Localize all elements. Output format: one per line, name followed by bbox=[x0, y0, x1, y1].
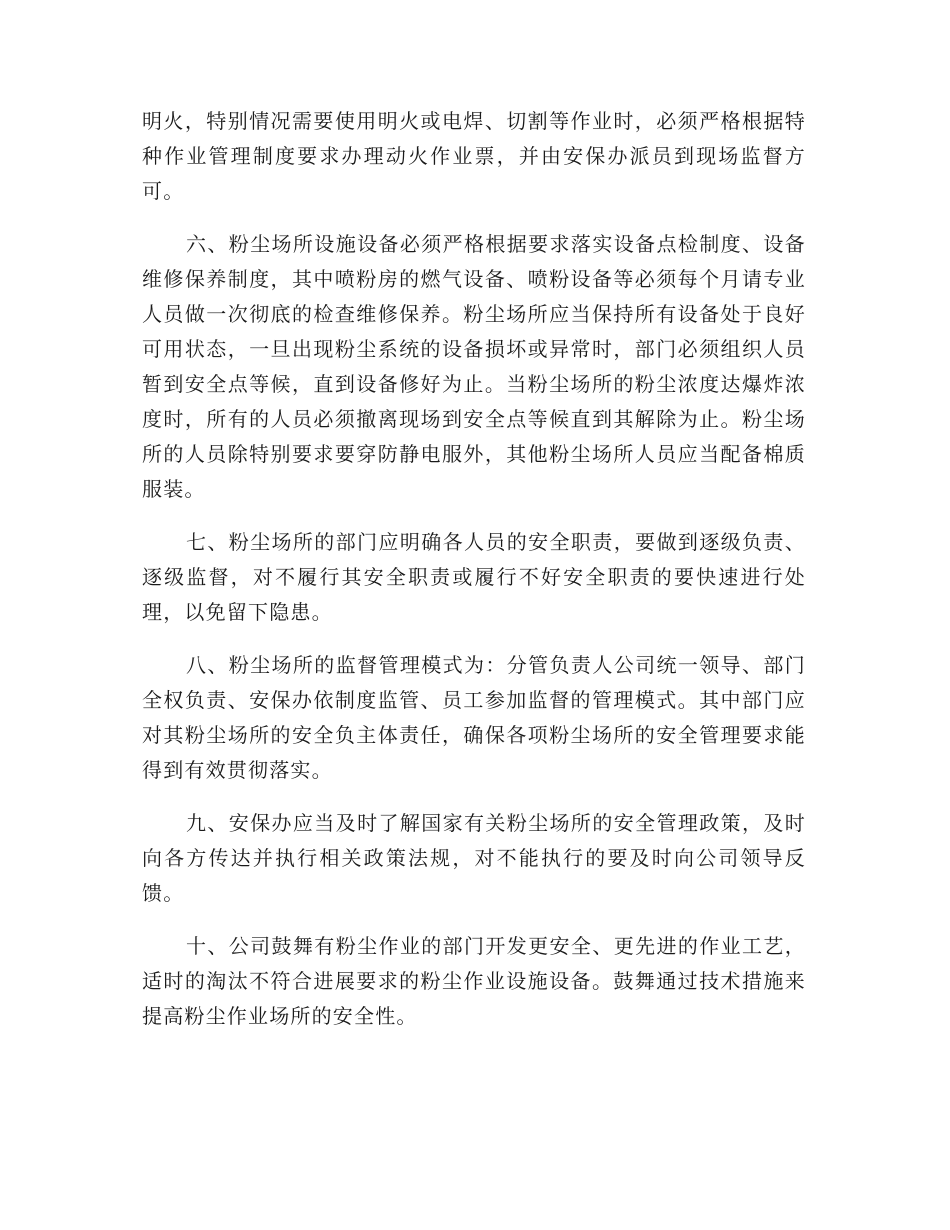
paragraph-item-6: 六、粉尘场所设施设备必须严格根据要求落实设备点检制度、设备维修保养制度，其中喷粉房的燃气设备、喷粉设备等必须每个月请专业人员做一次彻底的检查维修保养。粉尘场所应当保持所有设备处于良好可用状态，一旦出现粉尘系统的设备损坏或异常时，部门必须组织人员暂到安全点等候，直到设备修好为止。当粉尘场所的粉尘浓度达爆炸浓度时，所有的人员必须撤离现场到安全点等候直到其解除为止。粉尘场所的人员除特别要求要穿防静电服外，其他粉尘场所人员应当配备棉质服装。 bbox=[142, 232, 806, 501]
paragraph-item-9: 九、安保办应当及时了解国家有关粉尘场所的安全管理政策，及时向各方传达并执行相关政策法规，对不能执行的要及时向公司领导反馈。 bbox=[142, 811, 806, 905]
paragraph-continuation: 明火，特别情况需要使用明火或电焊、切割等作业时，必须严格根据特种作业管理制度要求办理动火作业票，并由安保办派员到现场监督方可。 bbox=[142, 109, 806, 203]
document-body bbox=[142, 104, 806, 1052]
paragraph-item-7: 七、粉尘场所的部门应明确各人员的安全职责，要做到逐级负责、逐级监督，对不履行其安全职责或履行不好安全职责的要快速进行处理，以免留下隐患。 bbox=[142, 530, 806, 624]
paragraph-item-8: 八、粉尘场所的监督管理模式为：分管负责人公司统一领导、部门全权负责、安保办依制度监管、员工参加监督的管理模式。其中部门应对其粉尘场所的安全负主体责任，确保各项粉尘场所的安全管理要求能得到有效贯彻落实。 bbox=[142, 653, 806, 782]
paragraph-item-10: 十、公司鼓舞有粉尘作业的部门开发更安全、更先进的作业工艺，适时的淘汰不符合进展要求的粉尘作业设施设备。鼓舞通过技术措施来提高粉尘作业场所的安全性。 bbox=[142, 934, 806, 1028]
